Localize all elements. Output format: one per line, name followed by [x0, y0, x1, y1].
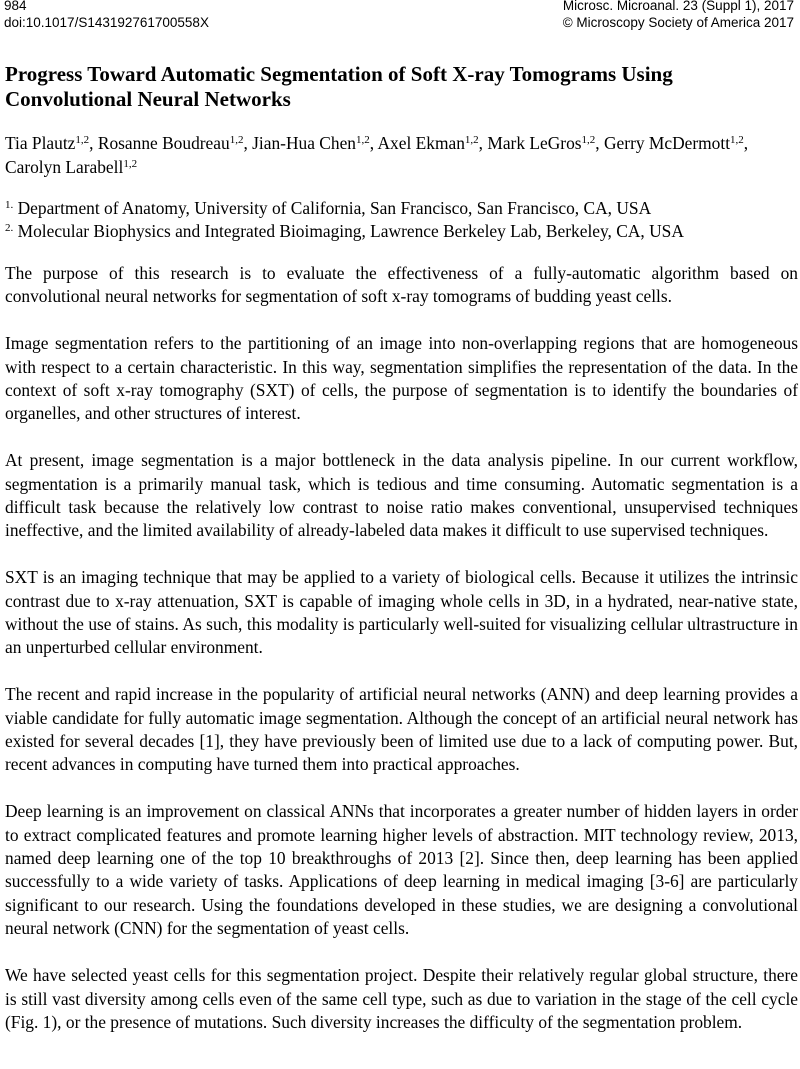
- author-name: Rosanne Boudreau: [97, 133, 230, 153]
- author-name: Axel Ekman: [377, 133, 465, 153]
- body-paragraph: The recent and rapid increase in the popularity of artificial neural networks (ANN) and deep learning provides a viable candidate for fully automatic image segmentation. Although the concept of an artificial neural network has existed for several decades [1], they have previously been of limited use due to a lack of computing power. But, recent advances in computing have turned them into practical approaches.: [5, 684, 798, 775]
- author: [5, 157, 137, 177]
- author-name: Gerry McDermott: [604, 133, 731, 153]
- copyright: © Microscopy Society of America 2017: [562, 15, 794, 30]
- author-name: Mark LeGros: [487, 133, 582, 153]
- author-separator: ,: [243, 133, 253, 153]
- paper-title: Progress Toward Automatic Segmentation of Soft X-ray Tomograms Using Convolutional Neural Networks: [5, 62, 673, 111]
- doi: doi:10.1017/S143192761700558X: [4, 15, 209, 30]
- author-name: Jian-Hua Chen: [252, 133, 356, 153]
- body-paragraph: Deep learning is an improvement on classical ANNs that incorporates a greater number of hidden layers in order to extract complicated features and promote learning higher levels of abstraction. MIT technology review, 2013, named deep learning one of the top 10 breakthroughs of 2013 [2]. Since then, deep learning has been applied successfully to a wide variety of tasks. Applications of deep learning in medical imaging [3-6] are particularly significant to our research. Using the foundations developed in these studies, we are designing a convolutional neural network (CNN) for the segmentation of yeast cells.: [5, 801, 798, 939]
- author-affiliation-mark: 1,2: [229, 134, 244, 146]
- affiliation: [5, 197, 795, 220]
- author-affiliation-mark: 1,2: [730, 134, 744, 146]
- author-separator: ,: [369, 133, 378, 153]
- author-affiliation-mark: 1,2: [123, 158, 138, 170]
- author: [604, 133, 748, 153]
- author-affiliation-mark: 1,2: [464, 134, 479, 146]
- body-paragraph: At present, image segmentation is a major bottleneck in the data analysis pipeline. In our current workflow, segmentation is a primarily manual task, which is tedious and time consuming. Automatic segmentation is a difficult task because the relatively low contrast to noise ratio makes conventional, unsupervised techniques ineffective, and the limited availability of already-labeled data makes it difficult to use supervised techniques.: [5, 450, 798, 541]
- author-name: Tia Plautz: [5, 133, 76, 153]
- affiliation-number: 2.: [5, 222, 14, 234]
- affiliation-number: 1.: [5, 199, 14, 211]
- author-affiliation-mark: 1,2: [581, 134, 596, 146]
- affiliation-list: [5, 197, 795, 243]
- header-left: [4, 0, 209, 31]
- author: [5, 133, 98, 153]
- affiliation: [5, 220, 795, 243]
- affiliation-text: Molecular Biophysics and Integrated Bioimaging, Lawrence Berkeley Lab, Berkeley, CA, USA: [17, 221, 684, 241]
- author: [252, 133, 377, 153]
- body-paragraph: We have selected yeast cells for this segmentation project. Despite their relatively regular global structure, there is still vast diversity among cells even of the same cell type, such as due to variation in the stage of the cell cycle (Fig. 1), or the presence of mutations. Such diversity increases the difficulty of the segmentation problem.: [5, 965, 798, 1032]
- author-list: [5, 131, 795, 179]
- author-separator: ,: [89, 133, 98, 153]
- author: [98, 133, 252, 153]
- body-paragraph: Image segmentation refers to the partitioning of an image into non-overlapping regions that are homogeneous with respect to a certain characteristic. In this way, segmentation simplifies the representation of the data. In the context of soft x-ray tomography (SXT) of cells, the purpose of segmentation is to identify the boundaries of organelles, and other structures of interest.: [5, 333, 798, 424]
- author: [378, 133, 488, 153]
- author-affiliation-mark: 1,2: [75, 134, 90, 146]
- author-separator: ,: [743, 133, 749, 153]
- journal-citation: Microsc. Microanal. 23 (Suppl 1), 2017: [562, 0, 794, 13]
- body-paragraph: The purpose of this research is to evaluate the effectiveness of a fully-automatic algorithm based on convolutional neural networks for segmentation of soft x-ray tomograms of budding yeast cells.: [5, 263, 798, 307]
- author-name: Carolyn Larabell: [5, 157, 124, 177]
- author: [487, 133, 604, 153]
- page-number: 984: [4, 0, 27, 13]
- header-right: [563, 0, 794, 31]
- body-paragraph: SXT is an imaging technique that may be applied to a variety of biological cells. Because it utilizes the intrinsic contrast due to x-ray attenuation, SXT is capable of imaging whole cells in 3D, in a hydrated, near-native state, without the use of stains. As such, this modality is particularly well-suited for visualizing cellular ultrastructure in an unperturbed cellular environment.: [5, 567, 798, 658]
- author-affiliation-mark: 1,2: [356, 134, 370, 146]
- affiliation-text: Department of Anatomy, University of California, San Francisco, San Francisco, CA, USA: [17, 198, 652, 218]
- author-separator: ,: [595, 133, 604, 153]
- author-separator: ,: [478, 133, 488, 153]
- abstract-body: [5, 262, 798, 1058]
